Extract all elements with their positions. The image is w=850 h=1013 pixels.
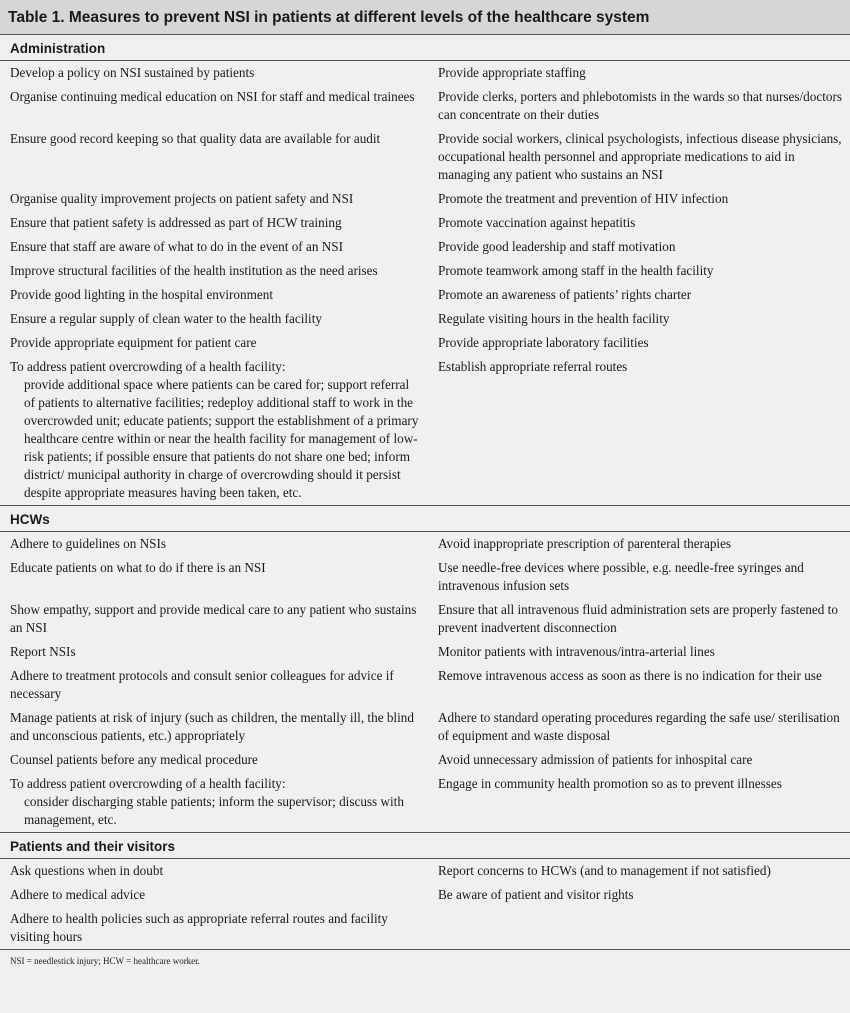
left-cell-text: Show empathy, support and provide medical care to any patient who sustains an NSI <box>10 602 417 635</box>
section-heading: Administration <box>0 35 850 61</box>
left-cell-text: Ensure that patient safety is addressed as part of HCW training <box>10 215 342 230</box>
left-cell <box>0 187 428 211</box>
left-cell-text: Adhere to treatment protocols and consult senior colleagues for advice if necessary <box>10 668 394 701</box>
right-cell: Use needle-free devices where possible, e.g. needle-free syringes and intravenous infusion sets <box>438 560 804 593</box>
left-cell-text: To address patient overcrowding of a health facility: <box>10 776 286 791</box>
left-cell <box>0 259 428 283</box>
table-row <box>0 706 850 748</box>
left-cell <box>0 664 428 706</box>
table-row <box>0 259 850 283</box>
right-cell: Establish appropriate referral routes <box>438 359 628 374</box>
left-cell-text: Counsel patients before any medical procedure <box>10 752 258 767</box>
table-section <box>0 35 850 505</box>
right-cell: Remove intravenous access as soon as there is no indication for their use <box>438 668 822 683</box>
section-heading: HCWs <box>0 505 850 532</box>
left-cell-text: Manage patients at risk of injury (such as children, the mentally ill, the blind and unconscious patients, etc.) appropriately <box>10 710 414 743</box>
left-cell <box>0 772 428 832</box>
left-cell <box>0 598 428 640</box>
right-cell: Provide appropriate laboratory facilities <box>438 335 649 350</box>
left-cell <box>0 211 428 235</box>
table-title: Table 1. Measures to prevent NSI in patients at different levels of the healthcare system <box>0 0 850 35</box>
right-cell <box>428 907 850 949</box>
table-row <box>0 883 850 907</box>
left-cell <box>0 85 428 127</box>
right-cell: Provide appropriate staffing <box>438 65 586 80</box>
right-cell: Engage in community health promotion so as to prevent illnesses <box>438 776 782 791</box>
table-row <box>0 532 850 556</box>
left-cell-subtext: consider discharging stable patients; inform the supervisor; discuss with management, etc. <box>24 794 404 827</box>
left-cell-text: Organise continuing medical education on NSI for staff and medical trainees <box>10 89 415 104</box>
right-cell: Regulate visiting hours in the health facility <box>438 311 670 326</box>
left-cell <box>0 706 428 748</box>
table-row <box>0 556 850 598</box>
table-row <box>0 664 850 706</box>
left-cell <box>0 307 428 331</box>
table-row <box>0 748 850 772</box>
table-row <box>0 211 850 235</box>
table-row <box>0 640 850 664</box>
left-cell-text: Adhere to guidelines on NSIs <box>10 536 167 551</box>
left-cell <box>0 283 428 307</box>
left-cell <box>0 61 428 85</box>
left-cell <box>0 532 428 556</box>
left-cell <box>0 748 428 772</box>
left-cell-text: Provide good lighting in the hospital environment <box>10 287 273 302</box>
left-cell-text: Provide appropriate equipment for patient care <box>10 335 257 350</box>
table-row <box>0 772 850 832</box>
right-cell: Report concerns to HCWs (and to management if not satisfied) <box>438 863 771 878</box>
right-cell: Promote an awareness of patients’ rights charter <box>438 287 692 302</box>
left-cell <box>0 127 428 187</box>
table-section <box>0 505 850 832</box>
table-row <box>0 187 850 211</box>
table-section <box>0 832 850 949</box>
right-cell: Be aware of patient and visitor rights <box>438 887 634 902</box>
left-cell <box>0 355 428 505</box>
right-cell: Adhere to standard operating procedures regarding the safe use/ sterilisation of equipment and waste disposal <box>438 710 840 743</box>
table-row <box>0 61 850 85</box>
left-cell-text: Report NSIs <box>10 644 76 659</box>
left-cell <box>0 907 428 949</box>
left-cell-text: Improve structural facilities of the health institution as the need arises <box>10 263 378 278</box>
right-cell: Avoid unnecessary admission of patients for inhospital care <box>438 752 753 767</box>
table-row <box>0 355 850 505</box>
table-row <box>0 235 850 259</box>
table-row <box>0 283 850 307</box>
table-row <box>0 307 850 331</box>
right-cell: Promote teamwork among staff in the health facility <box>438 263 714 278</box>
left-cell-text: Educate patients on what to do if there is an NSI <box>10 560 266 575</box>
table-row <box>0 85 850 127</box>
left-cell <box>0 235 428 259</box>
table-row <box>0 907 850 949</box>
right-cell: Ensure that all intravenous fluid administration sets are properly fastened to prevent inadvertent disconnection <box>438 602 838 635</box>
table-footnote: NSI = needlestick injury; HCW = healthcare worker. <box>0 949 850 966</box>
left-cell <box>0 640 428 664</box>
section-heading: Patients and their visitors <box>0 832 850 859</box>
right-cell: Monitor patients with intravenous/intra-arterial lines <box>438 644 715 659</box>
table-row <box>0 598 850 640</box>
left-cell <box>0 883 428 907</box>
left-cell-text: Adhere to health policies such as appropriate referral routes and facility visiting hours <box>10 911 388 944</box>
left-cell <box>0 556 428 598</box>
left-cell <box>0 859 428 883</box>
right-cell: Provide social workers, clinical psychologists, infectious disease physicians, occupational health personnel and appropriate medications to aid in managing any patient who sustains an NSI <box>438 131 842 182</box>
left-cell-subtext: provide additional space where patients can be cared for; support referral of patients to alternative facilities; redeploy additional staff to work in the overcrowded unit; educate patients; support the establishment of a primary healthcare centre within or near the health facility for management of low-risk patients; if possible ensure that patients do not share one bed; inform district/ municipal authority in charge of overcrowding should it persist despite appropriate measures having been taken, etc. <box>24 377 419 500</box>
table-row <box>0 859 850 883</box>
table-row <box>0 127 850 187</box>
right-cell: Avoid inappropriate prescription of parenteral therapies <box>438 536 732 551</box>
left-cell-text: Adhere to medical advice <box>10 887 146 902</box>
left-cell-text: Ensure good record keeping so that quality data are available for audit <box>10 131 381 146</box>
left-cell-text: Ensure a regular supply of clean water to the health facility <box>10 311 322 326</box>
left-cell-text: Organise quality improvement projects on patient safety and NSI <box>10 191 354 206</box>
table-body <box>0 35 850 949</box>
left-cell-text: Develop a policy on NSI sustained by patients <box>10 65 255 80</box>
right-cell: Promote vaccination against hepatitis <box>438 215 636 230</box>
right-cell: Promote the treatment and prevention of HIV infection <box>438 191 729 206</box>
right-cell: Provide clerks, porters and phlebotomists in the wards so that nurses/doctors can concentrate on their duties <box>438 89 842 122</box>
left-cell-text: Ensure that staff are aware of what to do in the event of an NSI <box>10 239 343 254</box>
left-cell-text: Ask questions when in doubt <box>10 863 164 878</box>
left-cell-text: To address patient overcrowding of a health facility: <box>10 359 286 374</box>
table-row <box>0 331 850 355</box>
left-cell <box>0 331 428 355</box>
right-cell: Provide good leadership and staff motivation <box>438 239 676 254</box>
